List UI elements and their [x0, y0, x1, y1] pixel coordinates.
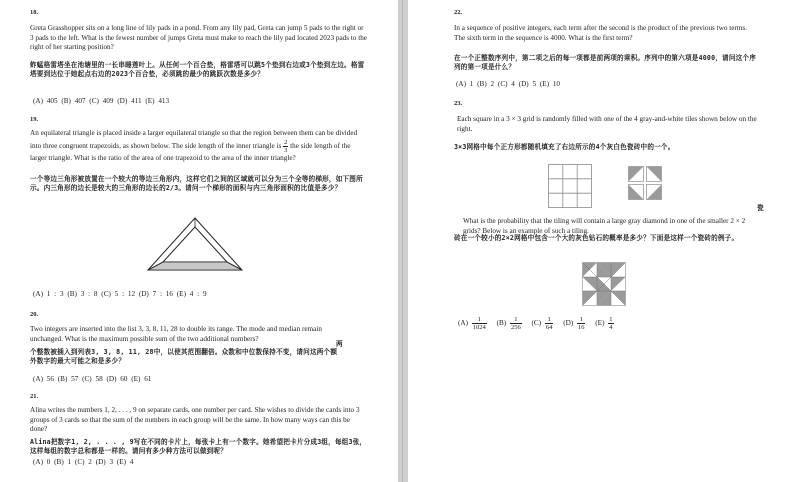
q18-text: Greta Grasshopper sits on a long line of lily pads in a pond. From any lily pad, Greta can jump 5 pads to the right or 3 pads to the left. What is the fewest number of jumps Greta must make to reach the lily pad located 2023 pads to the right of her starting position? [30, 24, 367, 52]
q19-answers: (A) 1 : 3 (B) 3 : 8 (C) 5 : 12 (D) 7 : 16 (E) 4 : 9 [33, 290, 207, 298]
q22-answers: (A) 1 (B) 2 (C) 4 (D) 5 (E) 10 [456, 80, 561, 88]
q19-number: 19. [30, 116, 39, 123]
q23-answers [458, 316, 620, 331]
answer-fraction [545, 316, 554, 331]
q21-translation: Alina把数字1, 2, . . . , 9写在不同的卡片上，每张卡上有一个数字。她希望把卡片分成3组，每组3张，这样每组的数字总和都是一样的。请问有多少种方法可以做到呢？ [30, 438, 367, 455]
q23-translation: 3×3网格中每个正方形都随机填充了右边所示的4个灰白色瓷砖中的一个。 [454, 143, 675, 151]
q23-answer-b [497, 316, 522, 331]
q19-frac-num: 2 [284, 138, 288, 146]
page-gutter [398, 0, 408, 482]
q19-text-part2: the side length of the larger triangle. What is the ratio of the area of one trapezoid to the area of the inner triangle? [30, 141, 351, 162]
q23-text: Each square in a 3 × 3 grid is randomly filled with one of the 4 gray-and-white tiles shown below on the right. [457, 115, 757, 133]
q19-frac-den: 3 [284, 146, 288, 154]
q19-translation: 一个等边三角形被放置在一个较大的等边三角形内，这样它们之间的区域就可以分为三个全等的梯形，如下图所示。内三角形的边长是较大的三角形的边长的2/3。请问一个梯形的面积与内三角形面积的比值是多少？ [30, 175, 363, 192]
frac-den: 256 [510, 324, 521, 331]
q23-question: What is the probability that the tiling will contain a large gray diamond in one of the smaller 2 × 2 grids? Below is an example of such a tiling. [463, 217, 746, 235]
q20-stray-char: 两 [336, 340, 343, 348]
q22-text: In a sequence of positive integers, each term after the second is the product of the previous two terms. The sixth term in the sequence is 4000. What is the first term? [454, 24, 747, 42]
answer-label: (E) [595, 319, 605, 328]
q19-fraction [283, 139, 288, 154]
q23-number: 23. [454, 100, 463, 107]
answer-fraction [510, 316, 522, 331]
frac-num: 1 [510, 316, 522, 324]
q18-translation: 蚱蜢格雷塔坐在池塘里的一长串睡莲叶上。从任何一个百合垫，格雷塔可以跳5个垫到右边或3个垫到左边。格雷塔要到达位于她起点右边的2023个百合垫，必须跳的最少的跳跃次数是多少？ [30, 61, 365, 78]
q23-translation-2: 砖在一个较小的2×2网格中包含一个大的灰色钻石的概率是多少？下面是这样一个瓷砖的例子。 [454, 234, 739, 242]
answer-label: (C) [531, 319, 542, 328]
q20-number: 20. [30, 311, 39, 318]
right-page [408, 0, 785, 482]
nested-triangles-figure [146, 216, 244, 272]
frac-den: 4 [609, 324, 613, 331]
frac-num: 1 [472, 316, 487, 324]
q20-answers: (A) 56 (B) 57 (C) 58 (D) 60 (E) 61 [33, 375, 152, 383]
answer-fraction [577, 316, 586, 331]
q21-answers: (A) 0 (B) 1 (C) 2 (D) 3 (E) 4 [33, 458, 134, 466]
q23-answer-d [563, 316, 585, 331]
q19-text [30, 129, 368, 163]
q22-translation: 在一个正整数序列中，第二项之后的每一项都是前两项的乘积。序列中的第六项是4000，请问这个序列的第一项是什么？ [454, 54, 757, 71]
answer-label: (D) [563, 319, 574, 328]
answer-fraction [608, 316, 613, 331]
answer-fraction [472, 316, 487, 331]
frac-den: 64 [545, 324, 553, 331]
q18-answers: (A) 405 (B) 407 (C) 409 (D) 411 (E) 413 [33, 97, 170, 105]
q23-stray-char: 瓷 [757, 204, 764, 212]
frac-den: 1024 [472, 324, 486, 331]
frac-den: 16 [577, 324, 585, 331]
q23-answer-e [595, 316, 613, 331]
q22-number: 22. [454, 9, 463, 16]
empty-3x3-grid [548, 164, 592, 208]
q20-translation: 个整数被插入到列表3, 3, 8, 11, 28中，以使其范围翻倍。众数和中位数保持不变，请问这两个额外数字的最大可能之和是多少？ [30, 348, 338, 365]
frac-num: 1 [545, 316, 554, 324]
q23-answer-a [458, 316, 487, 331]
q20-text: Two integers are inserted into the list 3, 3, 8, 11, 28 to double its range. The mode and median remain unchanged. What is the maximum possible sum of the two additional numbers? [30, 325, 322, 343]
page-divider [402, 0, 403, 482]
frac-num: 1 [609, 316, 613, 323]
q21-number: 21. [30, 393, 39, 400]
q23-answer-c [532, 316, 554, 331]
answer-label: (B) [496, 319, 507, 328]
answer-label: (A) [458, 319, 468, 328]
frac-num: 1 [577, 316, 586, 324]
four-tile-types [628, 166, 662, 200]
q19-text-part1: An equilateral triangle is placed inside a larger equilateral triangle so that the region between them can be divided into three congruent trapezoids, as shown below. The side length of the inner triangle is [30, 129, 358, 150]
q18-number: 18. [30, 9, 39, 16]
example-tiling [582, 262, 626, 306]
q21-text: Alina writes the numbers 1, 2, . . . , 9 on separate cards, one number per card. She wishes to divide the cards into 3 groups of 3 cards so that the sum of the numbers in each group will be the same. In how many ways can this be done? [30, 406, 360, 434]
